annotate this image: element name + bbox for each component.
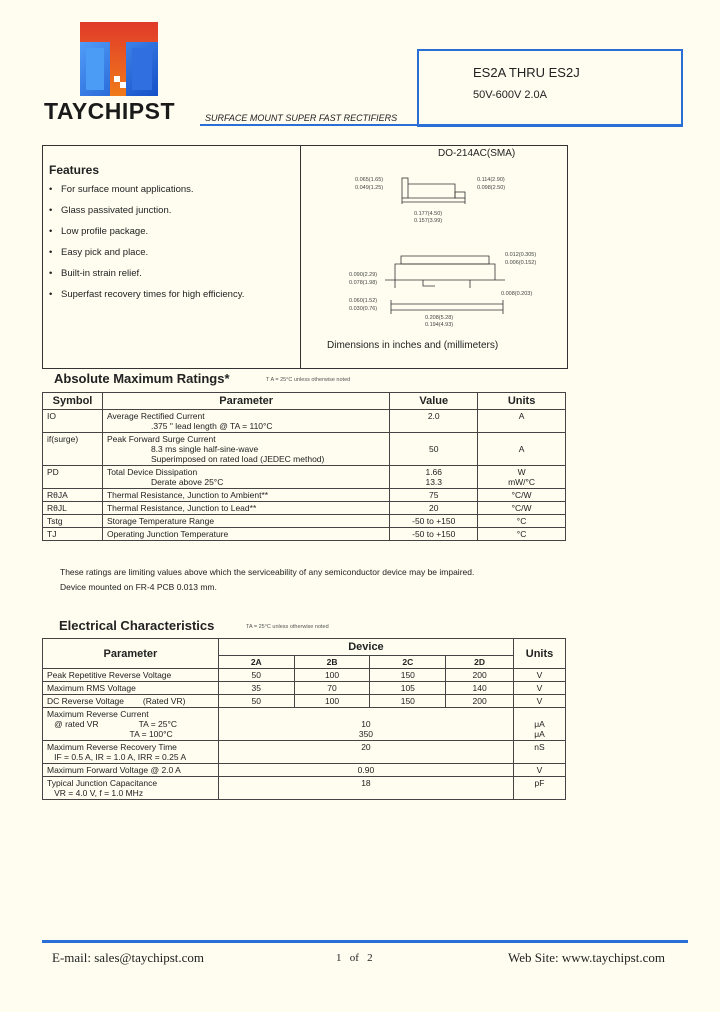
table-header-row (43, 393, 566, 410)
value-cell: 100 (294, 695, 370, 708)
col-header: Symbol (43, 393, 103, 410)
logo (80, 22, 158, 96)
parameter-cell: Total Device Dissipation Derate above 25°C (102, 466, 389, 489)
value-cell: 150 (370, 669, 446, 682)
unit-cell: °C (478, 515, 566, 528)
value-cell: 20 (390, 502, 478, 515)
dim-label: 0.098(2.50) (477, 185, 506, 191)
device-col: 2B (294, 656, 370, 669)
parameter-cell: Peak Forward Surge Current 8.3 ms single half-sine-wave Superimposed on rated load (JEDEC method) (102, 433, 389, 466)
parameter-cell: Typical Junction Capacitance VR = 4.0 V, f = 1.0 MHz (43, 777, 219, 800)
unit-cell: V (514, 695, 566, 708)
value-cell: 18 (218, 777, 513, 800)
part-number-title: ES2A THRU ES2J (473, 65, 580, 80)
symbol-cell: PD (43, 466, 103, 489)
value-cell: 35 (218, 682, 294, 695)
value-cell: 50 (218, 695, 294, 708)
dim-label: 0.008(0.203) (501, 291, 533, 297)
unit-cell: A (478, 410, 566, 433)
parameter-cell: Storage Temperature Range (102, 515, 389, 528)
col-header: Device (218, 639, 513, 656)
table-row (43, 764, 566, 777)
page-number: 1 of 2 (336, 952, 373, 964)
parameter-cell: Average Rectified Current .375 " lead length @ TA = 110°C (102, 410, 389, 433)
value-cell: 10 350 (218, 708, 513, 741)
table-row (43, 515, 566, 528)
unit-cell: A (478, 433, 566, 466)
value-cell: 105 (370, 682, 446, 695)
unit-cell: °C (478, 528, 566, 541)
parameter-cell: Peak Repetitive Reverse Voltage (43, 669, 219, 682)
parameter-cell: Maximum Reverse Recovery Time IF = 0.5 A, IR = 1.0 A, IRR = 0.25 A (43, 741, 219, 764)
elec-note: TA = 25°C unless otherwise noted (246, 624, 329, 630)
value-cell: 100 (294, 669, 370, 682)
elec-table (42, 638, 566, 800)
symbol-cell: if(surge) (43, 433, 103, 466)
value-cell: 140 (446, 682, 514, 695)
table-row (43, 695, 566, 708)
value-cell: 0.90 (218, 764, 513, 777)
dim-label: 0.012(0.305) (505, 252, 537, 258)
parameter-cell: Maximum RMS Voltage (43, 682, 219, 695)
unit-cell: V (514, 682, 566, 695)
dim-label: 0.157(3.99) (414, 218, 443, 224)
feature-item: • Glass passivated junction. (49, 205, 289, 217)
dim-label: 0.049(1.25) (355, 185, 384, 191)
value-cell: 20 (218, 741, 513, 764)
feature-item: • Low profile package. (49, 226, 289, 238)
symbol-cell: TJ (43, 528, 103, 541)
value-cell: 150 (370, 695, 446, 708)
table-row (43, 682, 566, 695)
footer-email[interactable]: E-mail: sales@taychipst.com (52, 950, 205, 965)
table-row (43, 777, 566, 800)
device-col: 2C (370, 656, 446, 669)
parameter-cell: Thermal Resistance, Junction to Lead** (102, 502, 389, 515)
dim-label: 0.194(4.93) (425, 322, 454, 328)
feature-item: • For surface mount applications. (49, 184, 289, 196)
value-cell: 2.0 (390, 410, 478, 433)
parameter-cell: Maximum Forward Voltage @ 2.0 A (43, 764, 219, 777)
dim-label: 0.078(1.98) (349, 280, 378, 286)
unit-cell: V (514, 764, 566, 777)
value-cell: 200 (446, 695, 514, 708)
table-row (43, 669, 566, 682)
abs-footnote-1: These ratings are limiting values above which the serviceability of any semiconductor device may be impaired. (60, 567, 475, 577)
value-cell: 50 (218, 669, 294, 682)
unit-cell: °C/W (478, 489, 566, 502)
unit-cell: pF (514, 777, 566, 800)
parameter-cell: Thermal Resistance, Junction to Ambient** (102, 489, 389, 502)
table-row (43, 433, 566, 466)
abs-ratings-note: T A = 25°C unless otherwise noted (266, 377, 351, 383)
table-row (43, 410, 566, 433)
unit-cell: V (514, 669, 566, 682)
feature-item: • Built-in strain relief. (49, 268, 289, 280)
feature-item: • Superfast recovery times for high efficiency. (49, 289, 289, 301)
dim-label: 0.208(5.28) (425, 315, 454, 321)
part-title-box (417, 49, 683, 127)
table-row (43, 466, 566, 489)
part-rating: 50V-600V 2.0A (473, 89, 548, 101)
brand-name: TAYCHIPST (44, 98, 176, 124)
dim-label: 0.177(4.50) (414, 211, 443, 217)
parameter-cell: Maximum Reverse Current @ rated VR TA = 25°C TA = 100°C (43, 708, 219, 741)
table-row (43, 741, 566, 764)
dim-label: 0.114(2.90) (477, 177, 505, 183)
col-header: Parameter (43, 639, 219, 669)
footer-website[interactable]: Web Site: www.taychipst.com (508, 950, 665, 965)
dim-label: 0.065(1.65) (355, 177, 384, 183)
col-header: Units (514, 639, 566, 669)
feature-item: • Easy pick and place. (49, 247, 289, 259)
col-header: Value (390, 393, 478, 410)
dimensions-caption: Dimensions in inches and (millimeters) (327, 340, 499, 351)
elec-heading: Electrical Characteristics (59, 618, 215, 633)
dim-label: 0.006(0.152) (505, 260, 537, 266)
parameter-cell: Operating Junction Temperature (102, 528, 389, 541)
symbol-cell: RθJA (43, 489, 103, 502)
value-cell: -50 to +150 (390, 515, 478, 528)
dim-label: 0.060(1.52) (349, 298, 378, 304)
symbol-cell: Tstg (43, 515, 103, 528)
abs-ratings-table (42, 392, 566, 541)
unit-cell: °C/W (478, 502, 566, 515)
table-row (43, 502, 566, 515)
symbol-cell: IO (43, 410, 103, 433)
col-header: Units (478, 393, 566, 410)
dim-label: 0.090(2.29) (349, 272, 378, 278)
product-subtitle: SURFACE MOUNT SUPER FAST RECTIFIERS (205, 113, 398, 123)
col-header: Parameter (102, 393, 389, 410)
value-cell: 1.66 13.3 (390, 466, 478, 489)
table-header-row (43, 639, 566, 656)
device-col: 2D (446, 656, 514, 669)
panel-divider (300, 146, 301, 368)
device-col: 2A (218, 656, 294, 669)
abs-footnote-2: Device mounted on FR-4 PCB 0.013 mm. (60, 582, 217, 592)
package-drawing (305, 164, 565, 334)
table-row (43, 528, 566, 541)
value-cell: 75 (390, 489, 478, 502)
symbol-cell: RθJL (43, 502, 103, 515)
features-list (49, 184, 289, 310)
value-cell: 50 (390, 433, 478, 466)
parameter-cell: DC Reverse Voltage (Rated VR) (43, 695, 219, 708)
dim-label: 0.030(0.76) (349, 306, 378, 312)
footer-divider (42, 940, 688, 943)
features-panel (42, 145, 568, 369)
unit-cell: W mW/°C (478, 466, 566, 489)
abs-ratings-heading: Absolute Maximum Ratings* (54, 371, 230, 386)
value-cell: 200 (446, 669, 514, 682)
value-cell: 70 (294, 682, 370, 695)
value-cell: -50 to +150 (390, 528, 478, 541)
unit-cell: μA μA (514, 708, 566, 741)
table-row (43, 489, 566, 502)
unit-cell: nS (514, 741, 566, 764)
package-name: DO-214AC(SMA) (438, 148, 516, 159)
features-heading: Features (49, 163, 100, 177)
table-row (43, 708, 566, 741)
